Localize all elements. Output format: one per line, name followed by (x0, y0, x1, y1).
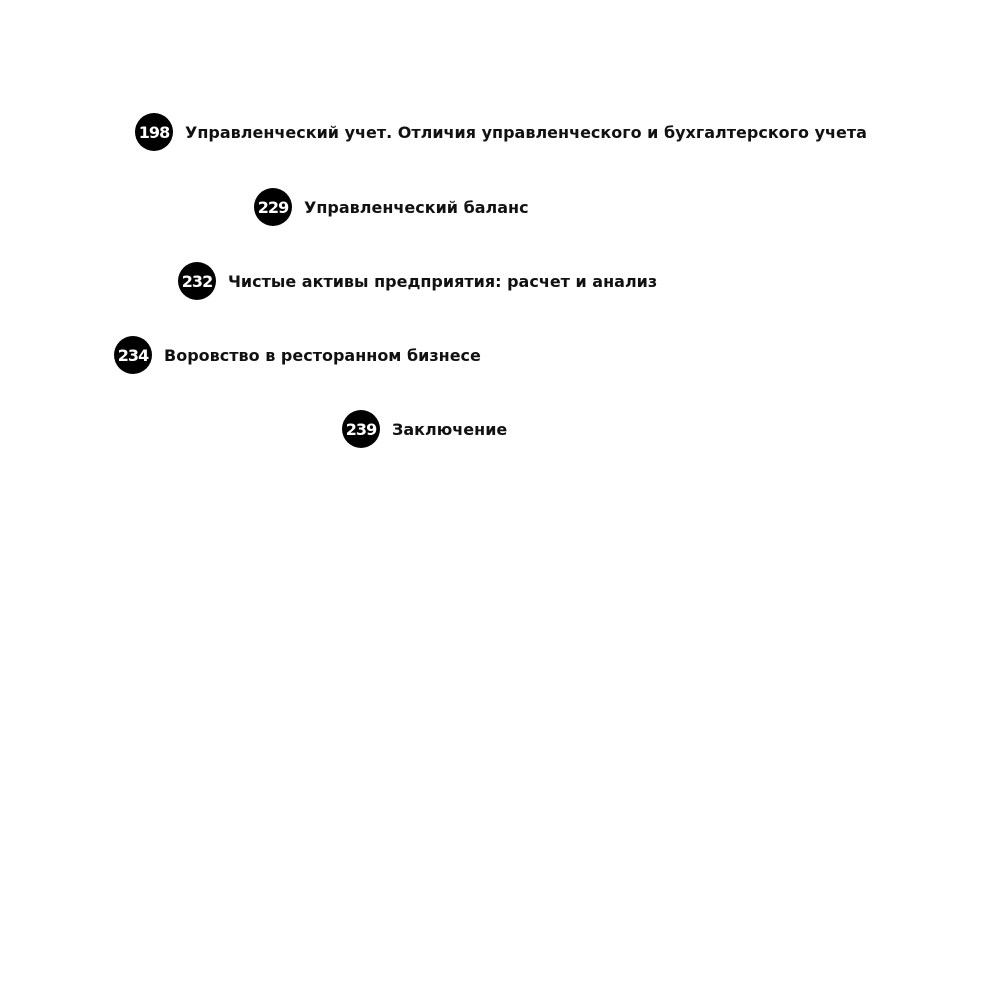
toc-entry[interactable] (342, 410, 507, 448)
toc-entry[interactable] (114, 336, 481, 374)
toc-entry[interactable] (254, 188, 529, 226)
toc-entry-title: Управленческий баланс (304, 197, 529, 217)
toc-entry[interactable] (178, 262, 657, 300)
page-number-badge: 229 (254, 188, 292, 226)
toc-entry-title: Чистые активы предприятия: расчет и анализ (228, 271, 658, 291)
toc-entry-title: Управленческий учет. Отличия управленческого и бухгалтерского учета (185, 122, 867, 142)
page-number-badge: 198 (135, 113, 173, 151)
page-number-badge: 239 (342, 410, 380, 448)
page-number-badge: 234 (114, 336, 152, 374)
page-number-badge: 232 (178, 262, 216, 300)
toc-entry[interactable] (135, 113, 867, 151)
toc-entry-title: Заключение (392, 419, 508, 439)
toc-entry-title: Воровство в ресторанном бизнесе (164, 345, 481, 365)
